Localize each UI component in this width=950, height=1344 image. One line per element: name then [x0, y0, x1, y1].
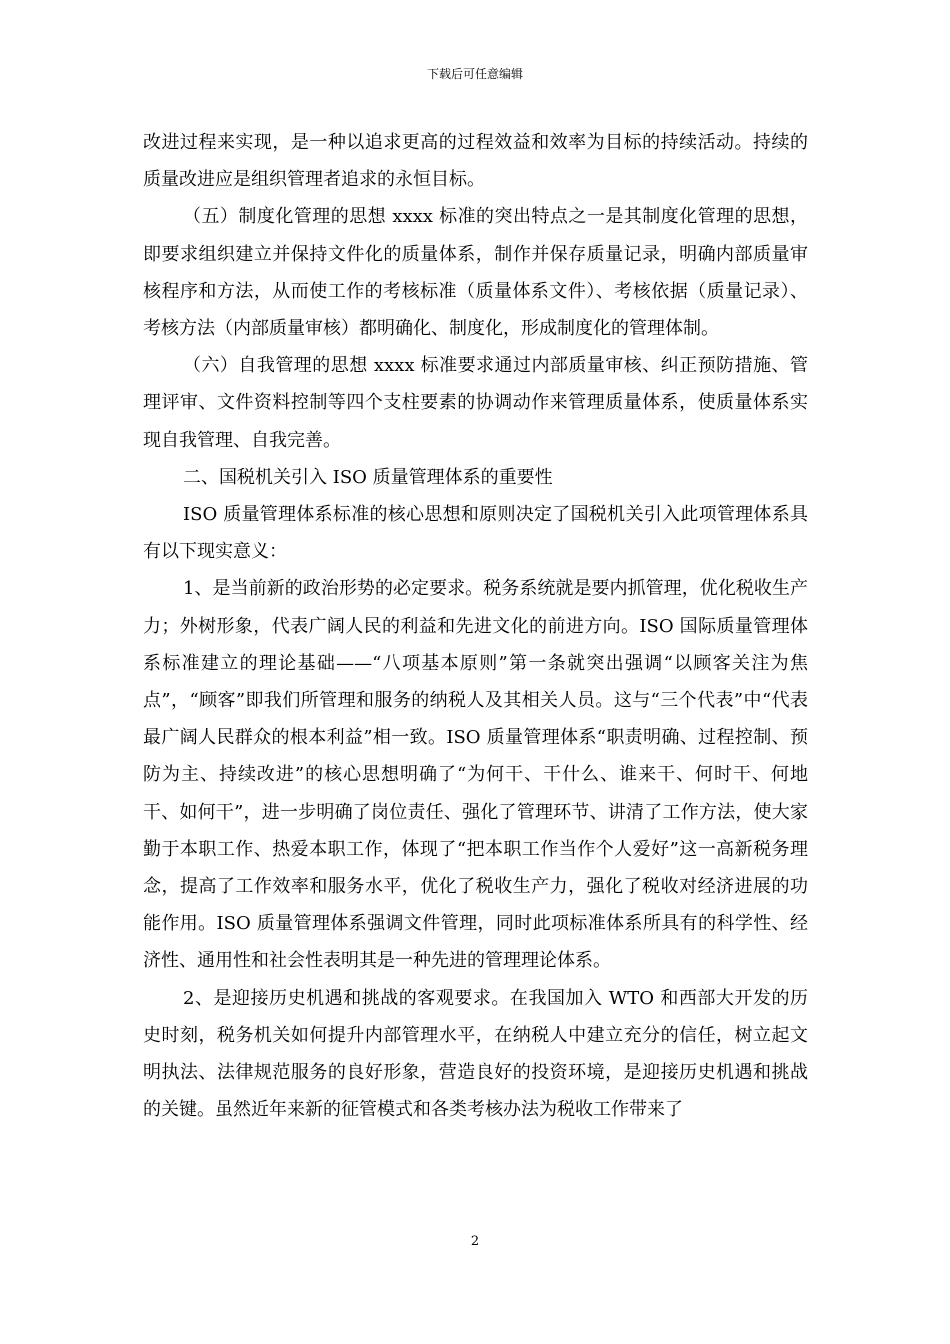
- section-heading: 二、国税机关引入 ISO 质量管理体系的重要性: [183, 466, 553, 488]
- paragraph-3: （六）自我管理的思想 xxxx 标准要求通过内部质量审核、纠正预防措施、管理评审、文件资料控制等四个支柱要素的协调动作来管理质量体系，使质量体系实现自我管理、自我完善。: [143, 355, 808, 451]
- paragraph-7: 2、是迎接历史机遇和挑战的客观要求。在我国加入 WTO 和西部大开发的历史时刻，税务机关如何提升内部管理水平，在纳税人中建立充分的信任，树立起文明执法、法律规范服务的良好形象，营造良好的投资环境，是迎接历史机遇和挑战的关键。虽然近年来新的征管模式和各类考核办法为税收工作带来了: [143, 987, 808, 1121]
- page-number: 2: [470, 1234, 480, 1249]
- page-header: 下载后可任意编辑: [426, 67, 523, 81]
- paragraph-2: （五）制度化管理的思想 xxxx 标准的突出特点之一是其制度化管理的思想，即要求组织建立并保持文件化的质量体系，制作并保存质量记录，明确内部质量审核程序和方法，从而使工作的考核标准（质量体系文件）、考核依据（质量记录）、考核方法（内部质量审核）都明确化、制度化，形成制度化的管理体制。: [143, 206, 808, 340]
- paragraph-6: 1、是当前新的政治形势的必定要求。税务系统就是要内抓管理，优化税收生产力；外树形象，代表广阔人民的利益和先进文化的前进方向。ISO 国际质量管理体系标准建立的理论基础——“八项基本原则”第一条就突出强调“以顾客关注为焦点”，“顾客”即我们所管理和服务的纳税人及其相关人员。这与“三个代表”中“代表最广阔人民群众的根本利益”相一致。ISO 质量管理体系“职责明确、过程控制、预防为主、持续改进”的核心思想明确了“为何干、干什么、谁来干、何时干、何地干、如何干”，进一步明确了岗位责任、强化了管理环节、讲清了工作方法，使大家勤于本职工作、热爱本职工作，体现了“把本职工作当作个人爱好”这一高新税务理念，提高了工作效率和服务水平，优化了税收生产力，强化了税收对经济进展的功能作用。ISO 质量管理体系强调文件管理，同时此项标准体系所具有的科学性、经济性、通用性和社会性表明其是一种先进的管理理论体系。: [143, 578, 808, 972]
- paragraph-1: 改进过程来实现，是一种以追求更高的过程效益和效率为目标的持续活动。持续的质量改进应是组织管理者追求的永恒目标。: [143, 132, 808, 191]
- document-body: [143, 124, 808, 1128]
- paragraph-5: ISO 质量管理体系标准的核心思想和原则决定了国税机关引入此项管理体系具有以下现实意义：: [143, 504, 808, 563]
